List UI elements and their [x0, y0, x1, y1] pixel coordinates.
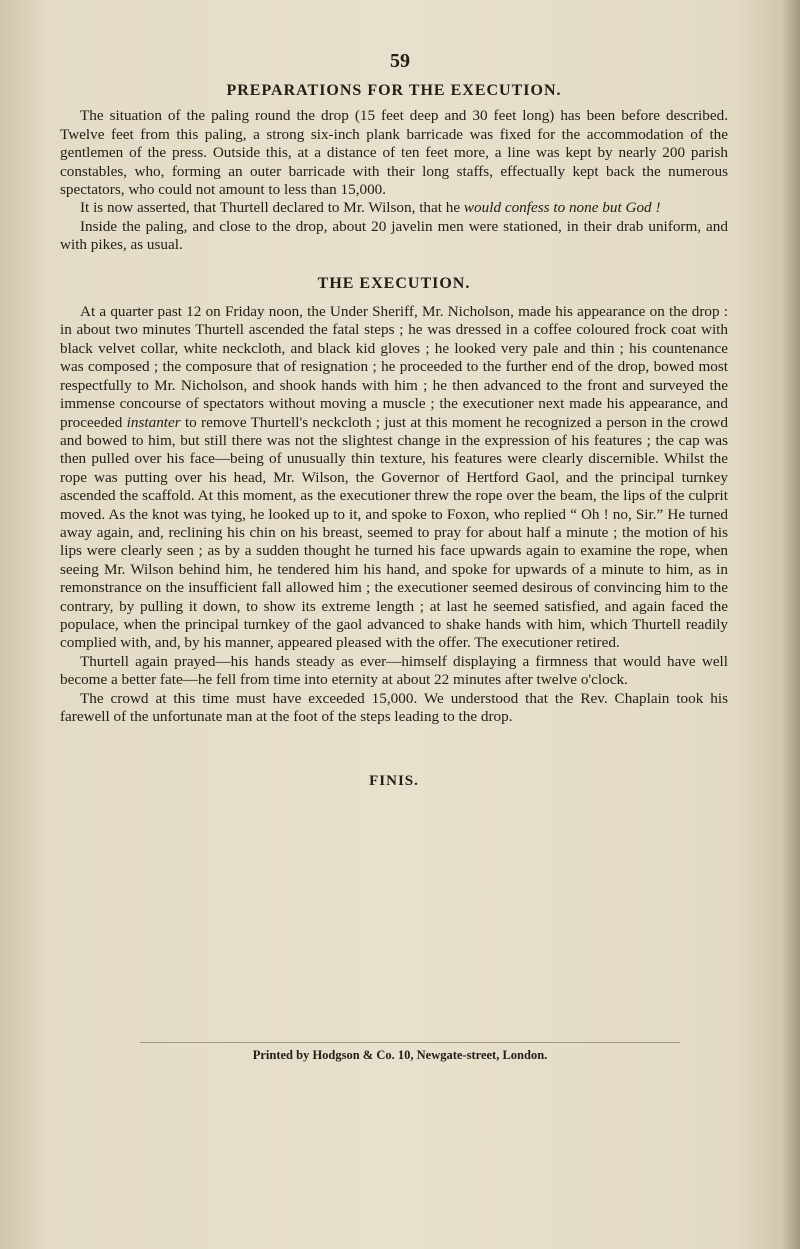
paragraph-execution-account: [60, 303, 728, 653]
execution-text-start: At a quarter past 12 on Friday noon, the Under Sheriff, Mr. Nicholson, made his appearance on the drop : in about two minutes Thurtell ascended the fatal steps ; he was dressed in a coffee coloured frock coat with black velvet collar, white neckcloth, and black kid gloves ; he looked very pale and thin ; his countenance was composed ; the composure that of resignation ; he proceeded to the further end of the drop, bowed most respectfully to Mr. Nicholson, and shook hands with him ; he then advanced to the front and surveyed the immense concourse of spectators without moving a muscle ; the executioner next made his appearance, and proceeded: [60, 303, 728, 431]
paragraph-crowd: The crowd at this time must have exceeded 15,000. We understood that the Rev. Chaplain took his farewell of the unfortunate man at the foot of the steps leading to the drop.: [60, 689, 728, 725]
printer-imprint: Printed by Hodgson & Co. 10, Newgate-street, London.: [252, 1048, 548, 1062]
section-heading-execution: THE EXECUTION.: [317, 274, 471, 292]
page-body: [60, 82, 728, 791]
imprint-rule: [140, 1042, 680, 1043]
paragraph-final-prayer: Thurtell again prayed—his hands steady as ever—himself displaying a firmness that would have well become a better fate—he fell from time into eternity at about 22 minutes after twelve o'clock.: [60, 652, 728, 689]
finis-label: FINIS.: [369, 773, 419, 790]
section-heading-preparations: PREPARATIONS FOR THE EXECUTION.: [226, 82, 562, 99]
execution-text-italic: instanter: [126, 413, 181, 431]
paragraph-confession-italic: would confess to none but God !: [463, 199, 661, 217]
page-number: 59: [390, 50, 410, 72]
paragraph-paling: The situation of the paling round the drop (15 feet deep and 30 feet long) has been before described. Twelve feet from this paling, a strong six-inch plank barricade was fixed for the accommodation of the gentlemen of the press. Outside this, at a distance of ten feet more, a line was kept by nearly 200 parish constables, who, forming an outer barricade with their long staffs, effectually kept back the numerous spectators, who could not amount to less than 15,000.: [60, 107, 728, 199]
paragraph-confession-text: It is now asserted, that Thurtell declared to Mr. Wilson, that he: [80, 199, 464, 217]
paragraph-javelin-men: Inside the paling, and close to the drop, about 20 javelin men were stationed, in their drab uniform, and with pikes, as usual.: [60, 217, 728, 254]
execution-text-end: to remove Thurtell's neckcloth ; just at this moment he recognized a person in the crowd and bowed to him, but still there was not the slightest change in the expression of his features ; the cap was then pulled over his face—being of unusually thin texture, his features were clearly discernible. Whilst the rope was putting over his head, Mr. Wilson, the Governor of Hertford Gaol, and the principal turnkey ascended the scaffold. At this moment, as the executioner threw the rope over the beam, the lips of the culprit moved. As the knot was tying, he looked up to it, and spoke to Foxon, who replied “ Oh ! no, Sir.” He turned away again, and, reclining his chin on his breast, seemed to pray for about half a minute ; the motion of his lips were clearly seen ; as by a sudden thought he turned his face upwards again to examine the rope, when seeing Mr. Wilson behind him, he tendered him his hand, and spoke for upwards of a minute to him, as in remonstrance on the insufficient fall allowed him ; the executioner seemed desirous of convincing him to the contrary, by pulling it down, to show its extreme length ; at last he seemed satisfied, and again faced the populace, when the principal turnkey of the gaol advanced to shake hands with him, which Thurtell readily complied with, and, by his manner, appeared pleased with the offer. The executioner retired.: [60, 413, 728, 652]
paragraph-confession: [60, 199, 728, 217]
